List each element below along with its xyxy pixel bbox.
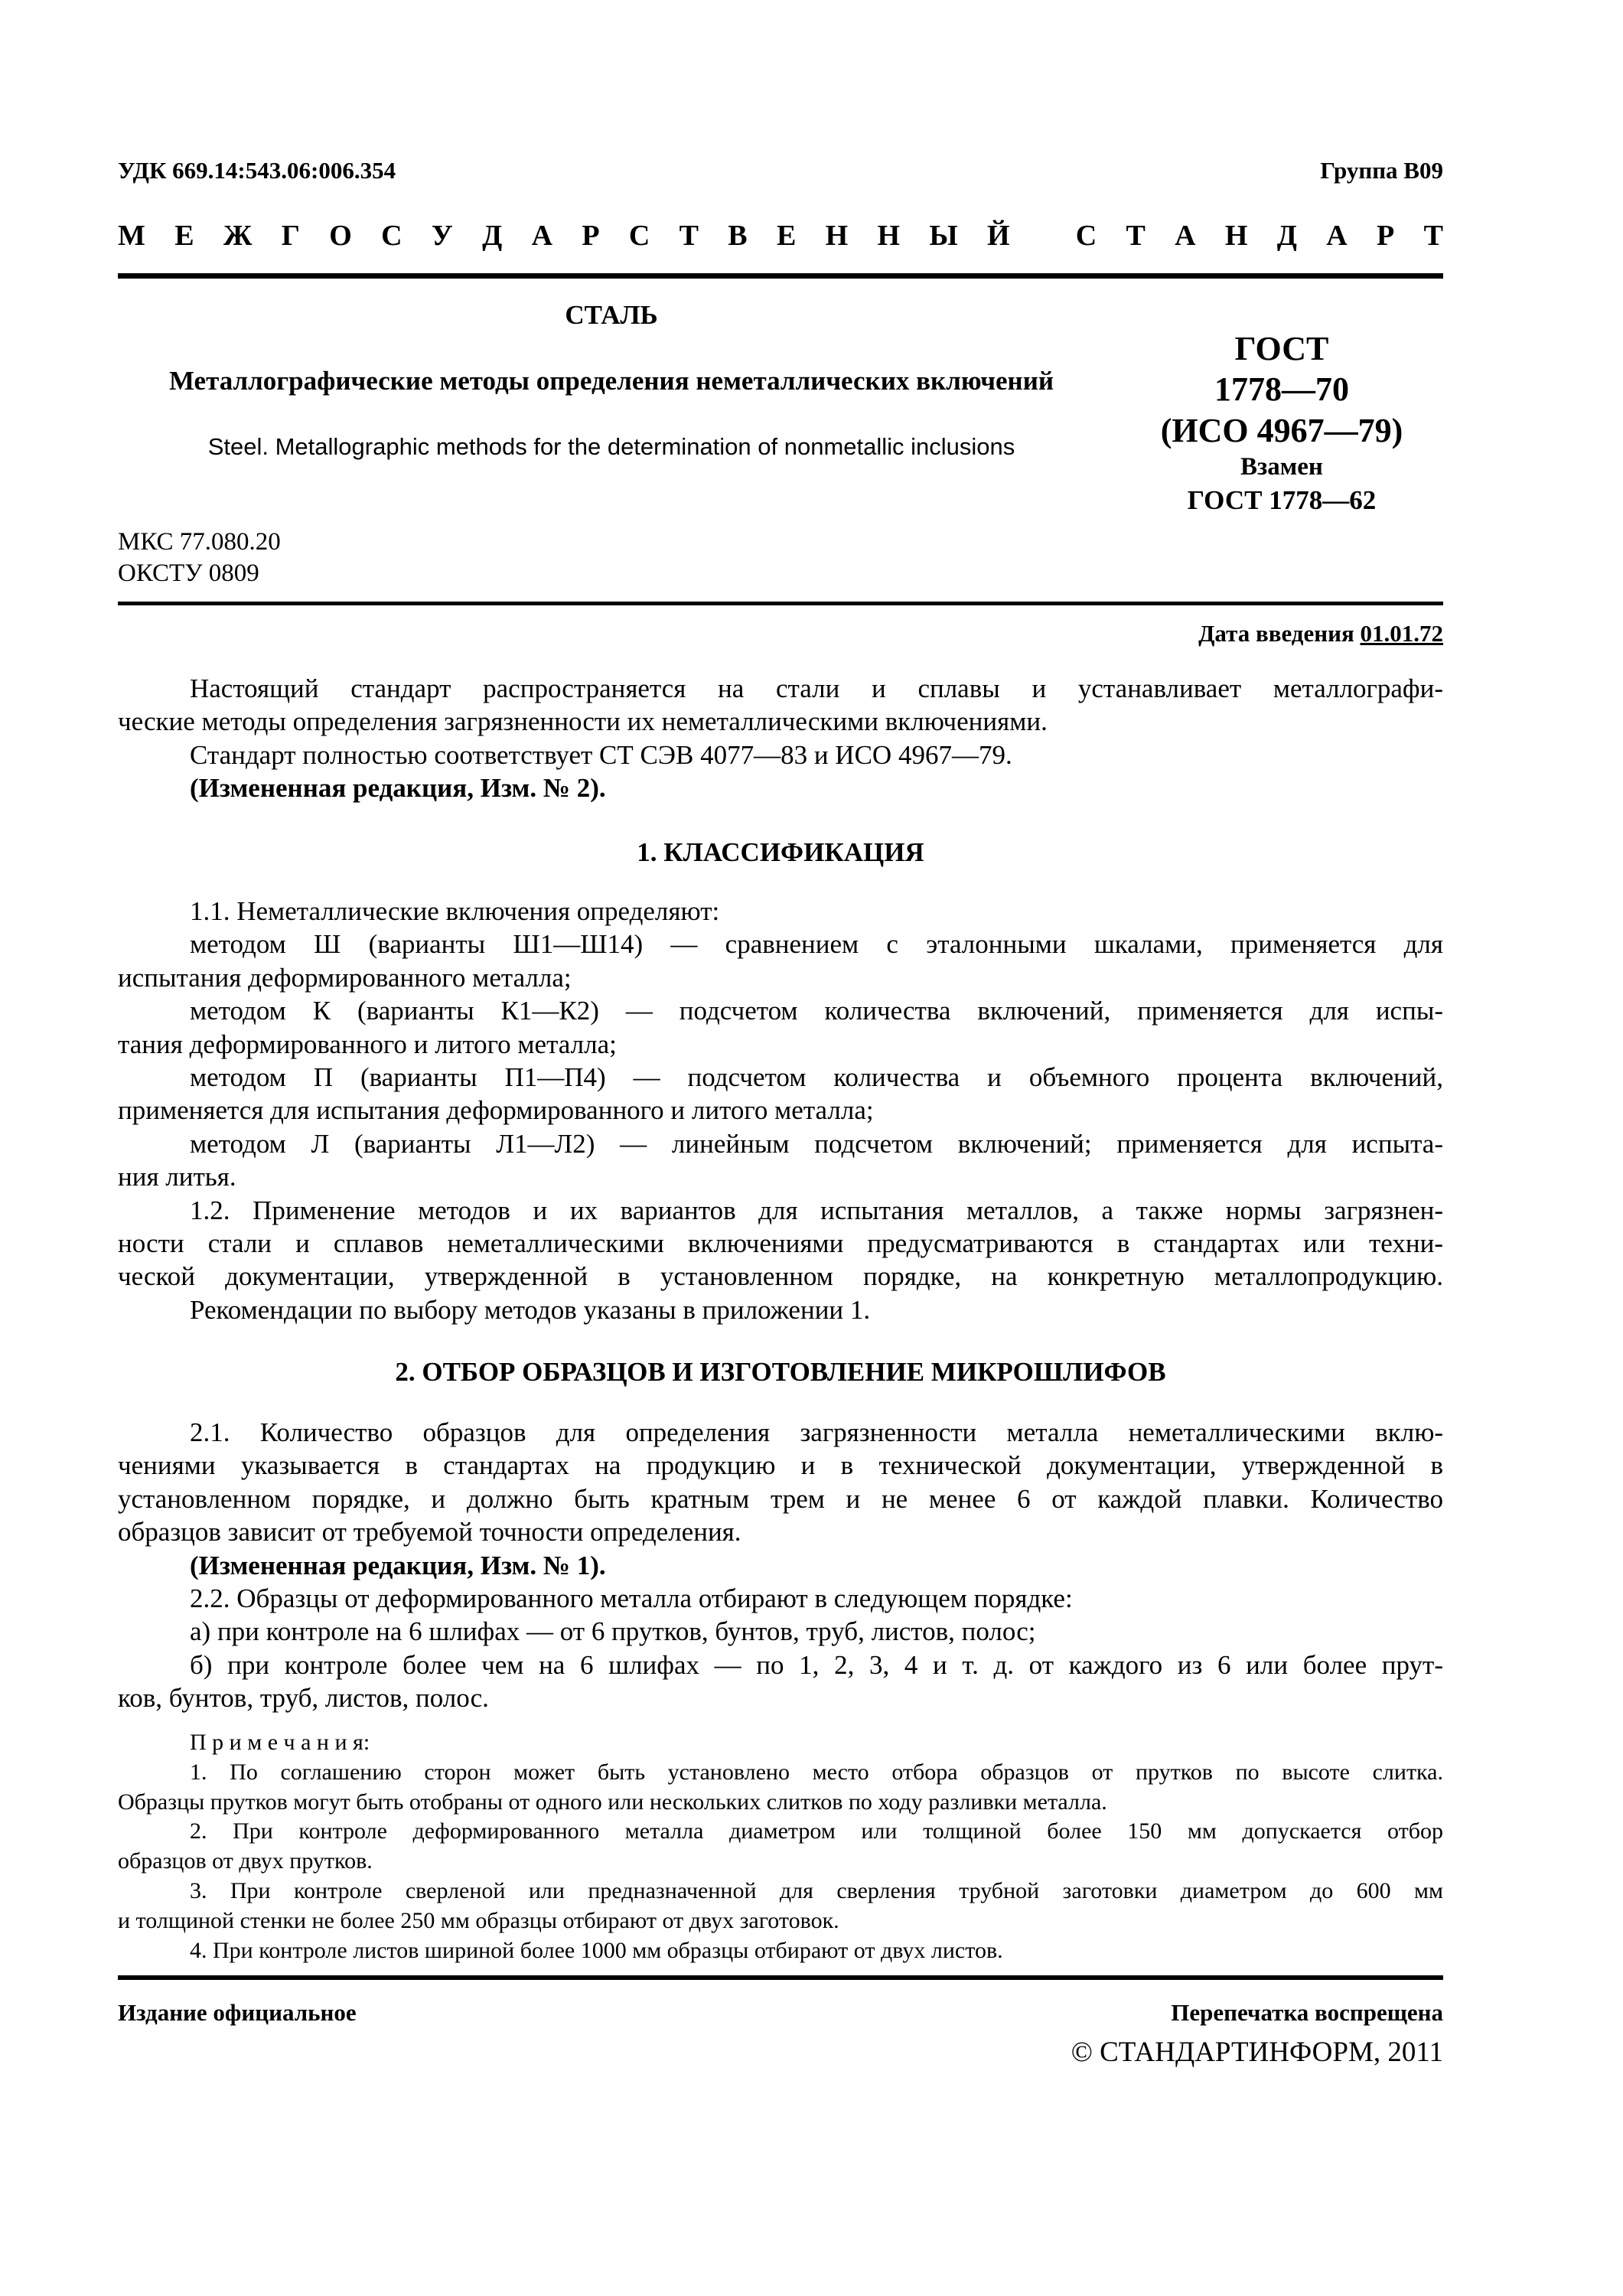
banner-letter: Ы bbox=[929, 220, 958, 252]
heading-sampling: 2. ОТБОР ОБРАЗЦОВ И ИЗГОТОВЛЕНИЕ МИКРОШЛИФОВ bbox=[395, 1357, 1166, 1387]
banner-letter: А bbox=[1175, 220, 1196, 252]
interstate-standard-banner bbox=[118, 219, 1443, 253]
intro-section bbox=[118, 672, 1443, 805]
document-title-en: Steel. Metallographic methods for the determination of nonmetallic inclusions bbox=[207, 433, 1015, 460]
section2-line: чениями указывается в стандартах на продукцию и в технической документации, утвержденной в bbox=[118, 1450, 1443, 1481]
banner-letter: О bbox=[329, 220, 352, 252]
section2-line: образцов зависит от требуемой точности определения. bbox=[118, 1517, 741, 1548]
okstu-code: ОКСТУ 0809 bbox=[118, 559, 259, 587]
date-value: 01.01.72 bbox=[1360, 620, 1443, 647]
banner-letter: Т bbox=[1423, 220, 1443, 252]
section2-line: б) при контроле более чем на 6 шлифах — по 1, 2, 3, 4 и т. д. от каждого из 6 или более прут- bbox=[190, 1649, 1443, 1680]
section1-line: применяется для испытания деформированного и литого металла; bbox=[118, 1095, 874, 1126]
banner-letter: С bbox=[381, 220, 402, 252]
notes-line: 2. При контроле деформированного металла диаметром или толщиной более 150 мм допускается отбор bbox=[190, 1818, 1443, 1844]
section2-line: установленном порядке, и должно быть кратным трем и не менее 6 от каждой плавки. Количество bbox=[118, 1483, 1443, 1514]
section1-line: ности стали и сплавов неметаллическими включениями предусматриваются в стандартах или техни- bbox=[118, 1228, 1443, 1258]
notes-line: образцов от двух прутков. bbox=[118, 1848, 373, 1874]
banner-letter: Г bbox=[281, 220, 300, 252]
section2-line: ков, бунтов, труб, листов, полос. bbox=[118, 1683, 489, 1714]
banner-letter: В bbox=[728, 220, 748, 252]
banner-letter: М bbox=[118, 220, 145, 252]
reprint-prohibited: Перепечатка воспрещена bbox=[1171, 1999, 1443, 2026]
footer-rule bbox=[118, 1975, 1443, 1980]
iso-number: (ИСО 4967—79) bbox=[1160, 412, 1403, 449]
replaces-label: Взамен bbox=[1240, 453, 1323, 481]
banner-letter: Р bbox=[582, 220, 600, 252]
section1-line: 1.2. Применение методов и их вариантов для испытания металлов, а также нормы загрязнен- bbox=[190, 1195, 1443, 1225]
document-title-ru: Металлографические методы определения неметаллических включений bbox=[168, 366, 1054, 396]
udk-code: УДК 669.14:543.06:006.354 bbox=[118, 157, 396, 184]
notes-line: 1. По соглашению сторон может быть установлено место отбора образцов от прутков по высоте слитка. bbox=[190, 1759, 1443, 1785]
banner-letter: Н bbox=[877, 220, 901, 252]
mks-code: МКС 77.080.20 bbox=[118, 528, 281, 556]
section1-line: методом Л (варианты Л1—Л2) — линейным подсчетом включений; применяется для испыта- bbox=[190, 1128, 1443, 1159]
section2-line: (Измененная редакция, Изм. № 1). bbox=[190, 1550, 606, 1580]
section1-line: методом Ш (варианты Ш1—Ш14) — сравнением с эталонными шкалами, применяется для bbox=[190, 929, 1443, 960]
notes-line: 3. При контроле сверленой или предназначенной для сверления трубной заготовки диаметром до 600 мм bbox=[190, 1877, 1443, 1903]
banner-letter: Е bbox=[174, 220, 194, 252]
banner-letter: У bbox=[431, 220, 453, 252]
section1-line: ческой документации, утвержденной в установленном порядке, на конкретную металлопродукцию. bbox=[118, 1261, 1443, 1292]
banner-letter: С bbox=[628, 220, 650, 252]
heading-classification: 1. КЛАССИФИКАЦИЯ bbox=[637, 837, 924, 867]
gost-number: 1778—70 bbox=[1214, 370, 1349, 408]
section-1 bbox=[118, 895, 1443, 1326]
notes-section bbox=[118, 1728, 1443, 1965]
intro-line: Настоящий стандарт распространяется на стали и сплавы и устанавливает металлографи- bbox=[190, 673, 1443, 703]
copyright: © СТАНДАРТИНФОРМ, 2011 bbox=[1071, 2037, 1443, 2068]
section2-line: 2.1. Количество образцов для определения загрязненности металла неметаллическими вклю- bbox=[190, 1417, 1443, 1447]
intro-line: Стандарт полностью соответствует СТ СЭВ 4077—83 и ИСО 4967—79. bbox=[190, 739, 1012, 770]
section1-line: методом К (варианты К1—К2) — подсчетом количества включений, применяется для испы- bbox=[190, 996, 1443, 1026]
notes-line: 4. При контроле листов шириной более 1000 мм образцы отбирают от двух листов. bbox=[190, 1937, 1003, 1963]
banner-letter: Т bbox=[679, 220, 699, 252]
banner-letter: Т bbox=[1126, 220, 1146, 252]
header-rule bbox=[118, 602, 1443, 605]
date-label: Дата введения bbox=[1198, 620, 1361, 647]
section2-line: 2.2. Образцы от деформированного металла отбирают в следующем порядке: bbox=[190, 1583, 1073, 1613]
banner-letter: Н bbox=[1224, 220, 1248, 252]
banner-letter: Й bbox=[987, 220, 1010, 252]
banner-letter: А bbox=[531, 220, 553, 252]
notes-line: П р и м е ч а н и я: bbox=[190, 1730, 370, 1755]
official-edition: Издание официальное bbox=[118, 1999, 357, 2026]
banner-letter: Р bbox=[1377, 220, 1395, 252]
section1-line: ния литья. bbox=[118, 1162, 236, 1192]
banner-letter bbox=[1039, 219, 1047, 253]
banner-letter: Д bbox=[482, 220, 503, 252]
section1-line: испытания деформированного металла; bbox=[118, 962, 572, 993]
banner-letter: Н bbox=[825, 220, 849, 252]
top-rule bbox=[118, 273, 1443, 279]
intro-line: (Измененная редакция, Изм. № 2). bbox=[190, 773, 606, 804]
intro-line: ческие методы определения загрязненности их неметаллическими включениями. bbox=[118, 706, 1048, 737]
banner-letter: С bbox=[1075, 220, 1097, 252]
notes-line: Образцы прутков могут быть отобраны от одного или нескольких слитков по ходу разливки металла. bbox=[118, 1789, 1107, 1815]
section2-line: а) при контроле на 6 шлифах — от 6 прутков, бунтов, труб, листов, полос; bbox=[190, 1616, 1036, 1647]
notes-line: и толщиной стенки не более 250 мм образцы отбирают от двух заготовок. bbox=[118, 1907, 839, 1933]
section1-line: Рекомендации по выбору методов указаны в приложении 1. bbox=[190, 1294, 871, 1325]
section1-line: тания деформированного и литого металла; bbox=[118, 1029, 617, 1059]
banner-letter: Д bbox=[1276, 220, 1297, 252]
section-2 bbox=[118, 1416, 1443, 1715]
banner-letter: Е bbox=[776, 220, 797, 252]
document-subject: СТАЛЬ bbox=[565, 300, 658, 330]
banner-letter: Ж bbox=[223, 220, 253, 252]
gost-label: ГОСТ bbox=[1234, 330, 1329, 367]
group-code: Группа В09 bbox=[1320, 157, 1443, 184]
section1-line: методом П (варианты П1—П4) — подсчетом количества и объемного процента включений, bbox=[190, 1062, 1443, 1092]
replaced-gost: ГОСТ 1778—62 bbox=[1187, 485, 1377, 515]
section1-line: 1.1. Неметаллические включения определяют: bbox=[190, 896, 720, 926]
introduction-date bbox=[1198, 620, 1443, 647]
banner-letter: А bbox=[1326, 220, 1348, 252]
